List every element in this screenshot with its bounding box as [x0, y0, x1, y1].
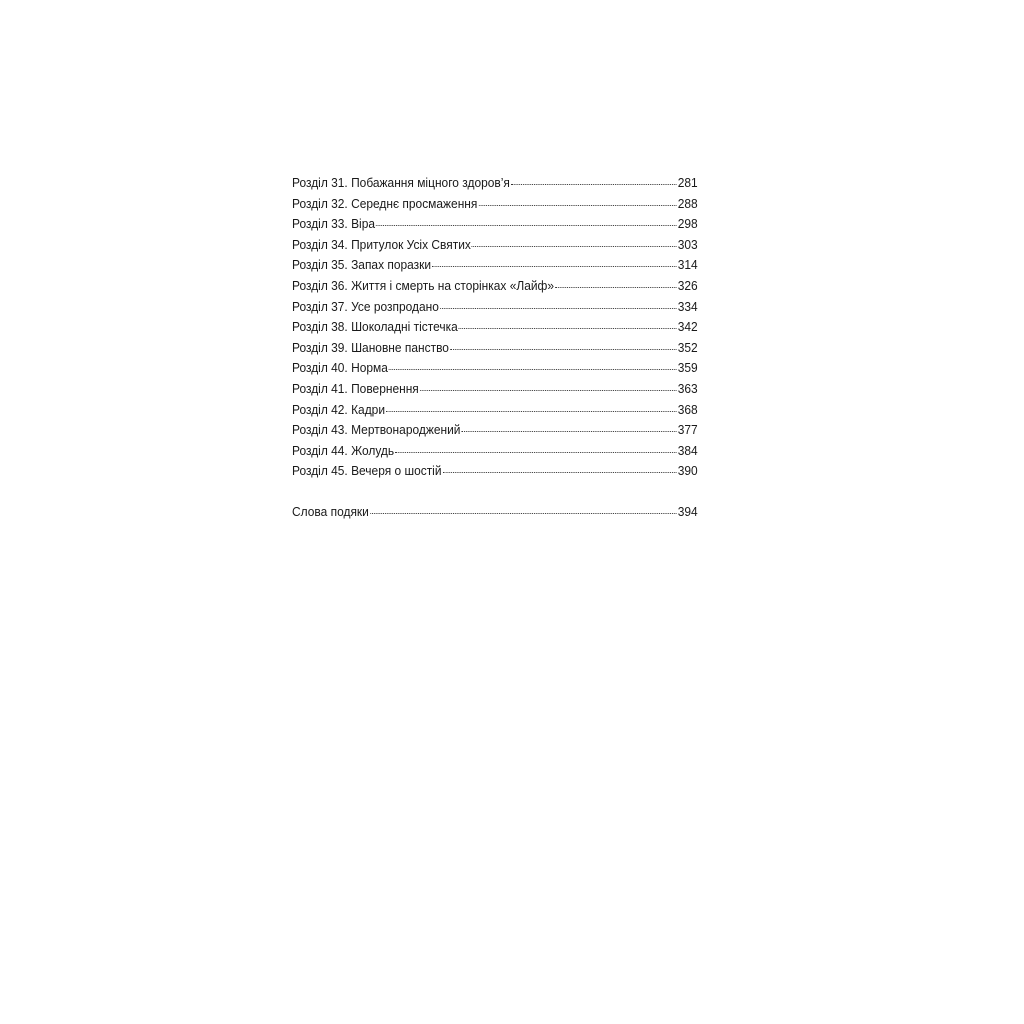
toc-entry-title: Розділ 37. Усе розпродано [292, 298, 439, 314]
toc-entry-35 [292, 255, 698, 276]
toc-entry-title: Розділ 33. Віра [292, 216, 376, 232]
toc-entry-title: Розділ 39. Шановне панство [292, 339, 449, 355]
dot-leader [386, 400, 677, 414]
toc-entry-page: 342 [677, 319, 698, 335]
toc-entry-38 [292, 317, 698, 338]
dot-leader [389, 358, 677, 372]
toc-entry-page: 394 [677, 503, 698, 519]
dot-leader [511, 173, 677, 187]
toc-entry-title: Розділ 31. Побажання міцного здоров’я [292, 175, 510, 190]
toc-entry-page: 281 [677, 175, 698, 190]
dot-leader [442, 461, 676, 475]
dot-leader [461, 420, 676, 434]
dot-leader [459, 317, 677, 331]
toc-entry-40 [292, 358, 698, 379]
dot-leader [472, 235, 677, 249]
toc-entry-title: Розділ 43. Мертвонароджений [292, 422, 461, 438]
dot-leader [370, 502, 677, 516]
dot-leader [376, 214, 677, 228]
toc-entry-title: Розділ 34. Притулок Усіх Святих [292, 236, 471, 252]
toc-entry-36 [292, 276, 698, 297]
dot-leader [478, 194, 677, 208]
dot-leader [420, 379, 677, 393]
toc-entry-page: 363 [677, 380, 698, 396]
toc-entry-41 [292, 379, 698, 400]
toc-entry-title: Розділ 32. Середнє просмаження [292, 195, 478, 211]
toc-entry-title: Розділ 42. Кадри [292, 401, 386, 417]
toc-entry-title: Розділ 41. Повернення [292, 380, 419, 396]
toc-entry-title: Розділ 35. Запах поразки [292, 257, 432, 273]
toc-entry-37 [292, 297, 698, 318]
toc-entry-33 [292, 214, 698, 235]
toc-entry-page: 352 [677, 339, 698, 355]
dot-leader [450, 338, 677, 352]
toc-entry-page: 334 [677, 298, 698, 314]
toc-entry-page: 314 [677, 257, 698, 273]
toc-entry-45 [292, 461, 698, 482]
toc-entry-title: Розділ 38. Шоколадні тістечка [292, 319, 458, 335]
toc-entry-page: 390 [677, 463, 698, 479]
toc-entry-page: 368 [677, 401, 698, 417]
toc-entry-page: 377 [677, 422, 698, 438]
toc-entry-acknowledgements [292, 502, 698, 523]
toc-entry-title: Розділ 40. Норма [292, 360, 388, 376]
toc-entry-39 [292, 338, 698, 359]
toc-entry-title: Розділ 36. Життя і смерть на сторінках «Лайф» [292, 277, 555, 293]
toc-entry-31 [292, 173, 698, 194]
table-of-contents [292, 173, 698, 523]
toc-entry-43 [292, 420, 698, 441]
toc-entry-page: 303 [677, 236, 698, 252]
toc-list [292, 173, 698, 523]
toc-entry-page: 359 [677, 360, 698, 376]
toc-entry-page: 326 [677, 277, 698, 293]
toc-entry-44 [292, 441, 698, 462]
toc-gap [292, 482, 698, 502]
toc-entry-page: 384 [677, 442, 698, 458]
dot-leader [395, 441, 677, 455]
toc-entry-32 [292, 194, 698, 215]
toc-entry-title: Розділ 45. Вечеря о шостій [292, 463, 442, 479]
toc-entry-title: Розділ 44. Жолудь [292, 442, 395, 458]
dot-leader [440, 297, 677, 311]
toc-entry-title: Слова подяки [292, 503, 369, 519]
toc-entry-34 [292, 235, 698, 256]
toc-entry-page: 298 [677, 216, 698, 232]
dot-leader [432, 255, 677, 269]
toc-entry-42 [292, 400, 698, 421]
toc-entry-page: 288 [677, 195, 698, 211]
dot-leader [555, 276, 677, 290]
